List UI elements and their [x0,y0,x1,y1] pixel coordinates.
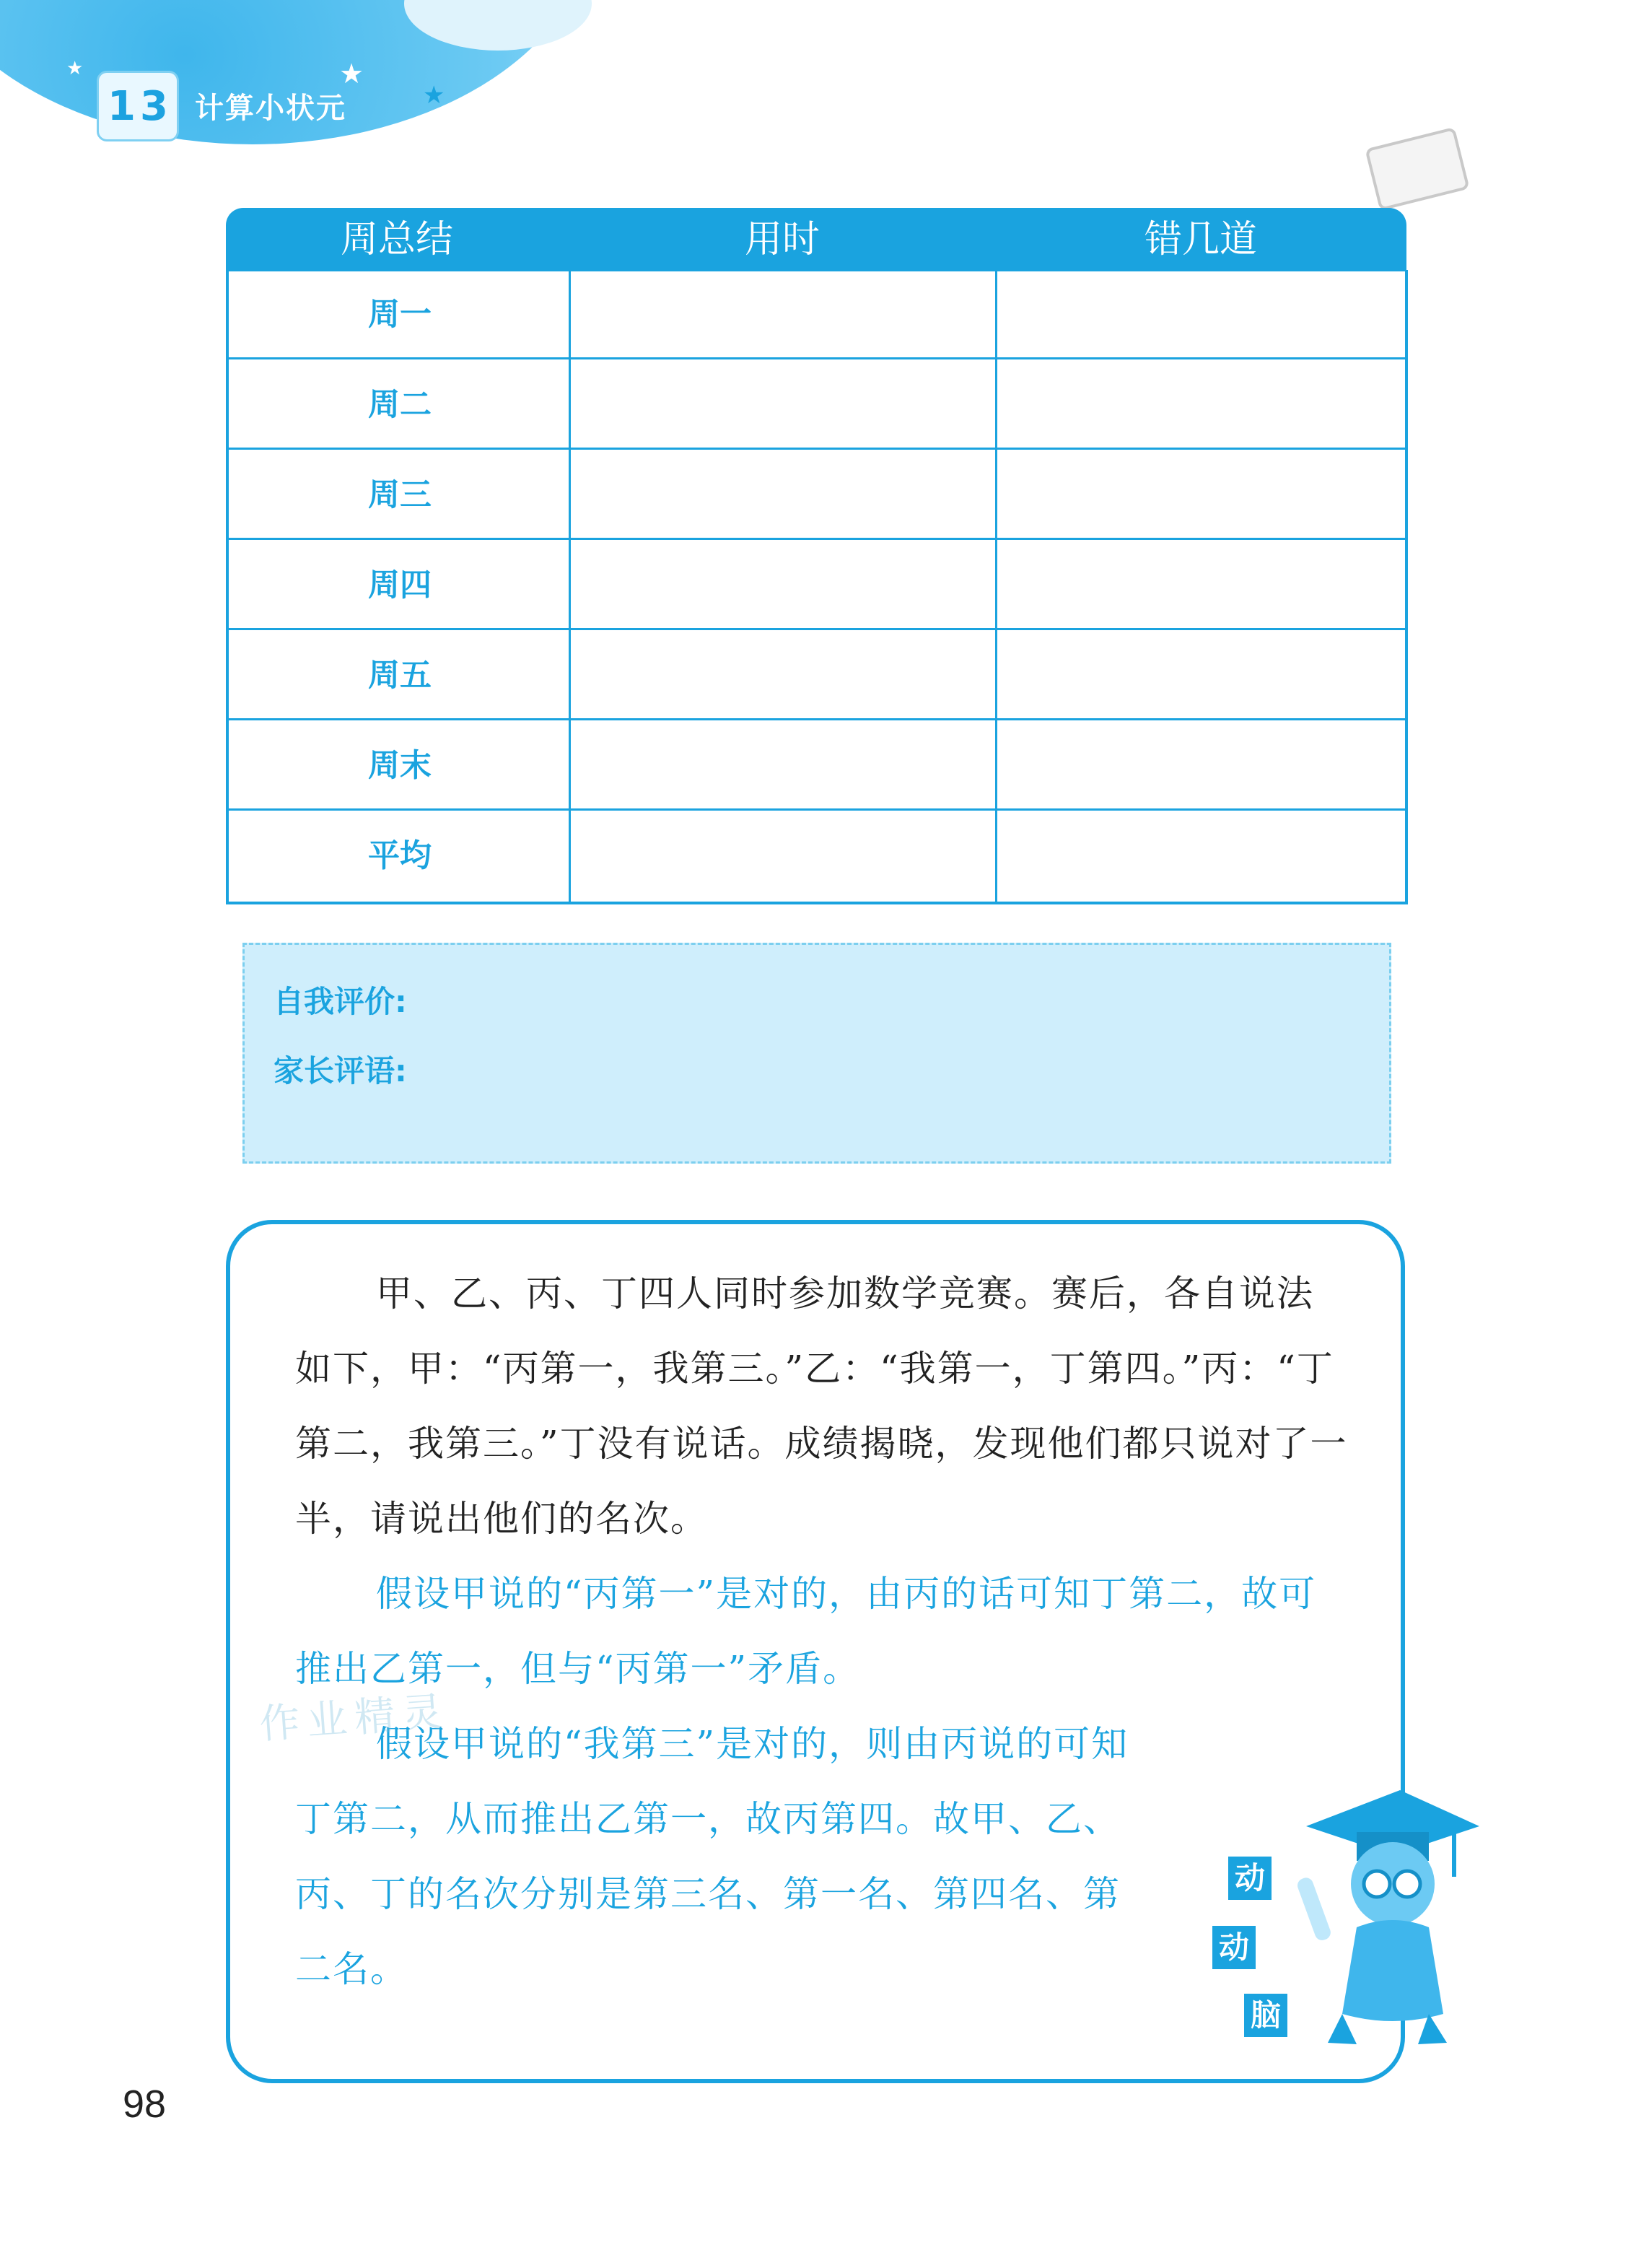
errors-cell[interactable] [997,270,1405,359]
errors-cell[interactable] [997,450,1405,540]
table-row [229,270,1405,359]
errors-cell[interactable] [997,360,1405,450]
time-cell[interactable] [571,811,995,901]
table-row [229,450,1405,540]
errors-cell[interactable] [997,721,1405,811]
table-header [226,208,1406,271]
time-cell[interactable] [571,360,995,450]
header-week-summary: 周总结 [340,218,453,261]
table-row [229,811,1405,901]
time-cell[interactable] [571,721,995,811]
table-row [229,360,1405,450]
errors-cell[interactable] [997,631,1405,720]
row-label: 周三 [368,476,432,513]
time-cell[interactable] [571,270,995,359]
star-icon: ★ [59,105,75,126]
time-cell[interactable] [571,541,995,630]
star-icon: ★ [339,58,364,90]
row-label: 周末 [368,747,432,784]
evaluation-box [242,943,1391,1164]
row-label: 周一 [368,296,432,333]
errors-cell[interactable] [997,541,1405,630]
row-label: 周二 [368,386,432,423]
book-title: 计算小状元 [195,92,346,125]
solution-paragraph-1: 假设甲说的“丙第一”是对的，由丙的话可知丁第二，故可推出乙第一，但与“丙第一”矛盾。 [295,1573,1317,1690]
time-cell[interactable] [571,450,995,540]
solution-paragraph-2: 假设甲说的“我第三”是对的，则由丙说的可知丁第二，从而推出乙第一，故丙第四。故甲、乙、丙、丁的名次分别是第三名、第一名、第四名、第二名。 [295,1723,1129,1990]
logo-digit: 1 [108,82,136,130]
header-errors: 错几道 [1144,218,1257,261]
star-icon: ★ [66,58,84,79]
table-row [229,721,1405,811]
row-label: 周五 [368,657,432,694]
star-icon: ★ [423,81,445,110]
problem-text: 甲、乙、丙、丁四人同时参加数学竞赛。赛后，各自说法如下，甲：“丙第一，我第三。”乙：“我第一，丁第四。”丙：“丁第二，我第三。”丁没有说话。成绩揭晓，发现他们都只说对了一半，请说出他们的名次。 [295,1273,1348,1540]
parent-comment-label: 家长评语: [273,1053,407,1089]
logo-digit: 3 [140,82,168,130]
weekly-summary-table [226,208,1406,907]
page-number: 98 [123,2082,167,2126]
table-row [229,541,1405,630]
logo-cube-icon [97,71,179,141]
header-time-used: 用时 [744,218,820,261]
badge-char: 动 [1212,1926,1256,1969]
badge-char: 脑 [1244,1994,1287,2037]
table-body [226,270,1408,904]
paper-stamp-icon [1365,127,1469,211]
watermark: 作业精灵 [258,1688,452,1749]
row-label: 周四 [368,567,432,603]
table-row [229,631,1405,720]
row-label: 平均 [368,837,432,874]
time-cell[interactable] [571,631,995,720]
badge-char: 动 [1228,1857,1272,1900]
errors-cell[interactable] [997,811,1405,901]
graduate-student-icon [1292,1776,1487,2050]
self-evaluation-label: 自我评价: [273,984,407,1019]
